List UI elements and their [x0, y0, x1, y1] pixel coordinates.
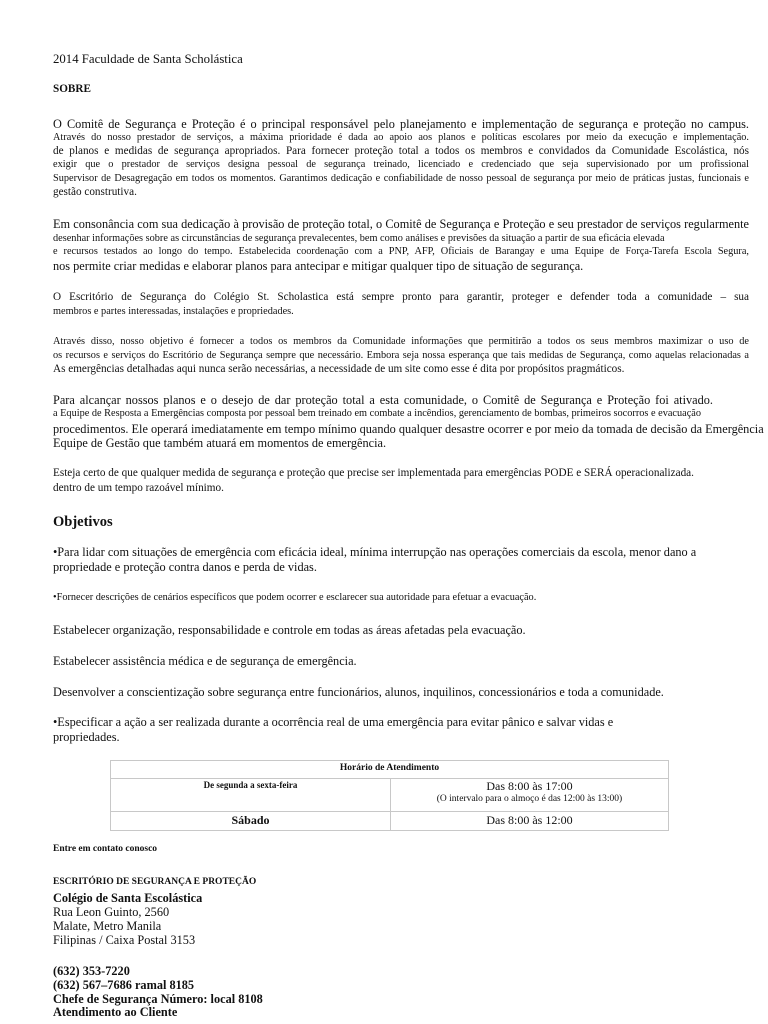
phone-number: (632) 567–7686 ramal 8185	[53, 978, 195, 992]
office-name: ESCRITÓRIO DE SEGURANÇA E PROTEÇÃO	[53, 877, 257, 887]
address-line: Rua Leon Guinto, 2560	[53, 905, 170, 919]
paragraph-line: exigir que o prestador de serviços designa pessoal de segurança treinado, licenciado e credenciado que seja supervisionado por um profissional	[53, 159, 749, 170]
college-name: Colégio de Santa Escolástica	[53, 891, 203, 905]
customer-service: Atendimento ao Cliente	[53, 1005, 178, 1019]
contact-heading: Entre em contato conosco	[53, 844, 158, 854]
address-line: Malate, Metro Manila	[53, 919, 162, 933]
paragraph-line: desenhar informações sobre as circunstâncias de segurança prevalecentes, bem como análises e previsões da situação a partir de sua eficácia elevada	[53, 233, 665, 244]
weekday-hours: Das 8:00 às 17:00	[486, 779, 573, 793]
objective-item: •Para lidar com situações de emergência com eficácia ideal, mínima interrupção nas operações comerciais da escola, menor dano a	[53, 545, 697, 559]
saturday-label: Sábado	[111, 812, 391, 831]
paragraph-line: Através do nosso prestador de serviços, a máxima prioridade é dada ao apoio aos planos e políticas escolares por meio da execução e implementação.	[53, 132, 749, 143]
paragraph-line: Através disso, nosso objetivo é fornecer a todos os membros da Comunidade informações que permitirão a todos os seus membros maximizar o uso de	[53, 336, 749, 347]
paragraph-line: a Equipe de Resposta a Emergências composta por pessoal bem treinado em combate a incêndios, gerenciamento de bombas, primeiros socorros e evacuação	[53, 408, 701, 419]
paragraph-line: os recursos e serviços do Escritório de Segurança sempre que necessário. Embora seja nossa esperança que tais medidas de Segurança, como aquelas relacionadas a	[53, 350, 749, 361]
paragraph-line: dentro de um tempo razoável mínimo.	[53, 482, 224, 494]
paragraph-line: Para alcançar nossos planos e o desejo de dar proteção total a esta comunidade, o Comitê de Segurança e Proteção foi ativado.	[53, 393, 713, 407]
objective-item: Estabelecer organização, responsabilidade e controle em todas as áreas afetadas pela evacuação.	[53, 623, 526, 637]
phone-number: (632) 353-7220	[53, 964, 130, 978]
address-line: Filipinas / Caixa Postal 3153	[53, 933, 196, 947]
weekday-hours-cell	[391, 779, 669, 812]
paragraph-line: de planos e medidas de segurança apropriados. Para fornecer proteção total a todos os membros e convidados da Comunidade Escolástica, nós	[53, 145, 749, 157]
paragraph-line: O Escritório de Segurança do Colégio St. Scholastica está sempre pronto para garantir, proteger e defender toda a comunidade – sua	[53, 291, 749, 303]
document-header: 2014 Faculdade de Santa Scholástica	[53, 52, 243, 66]
paragraph-line: membros e partes interessadas, instalações e propriedades.	[53, 306, 294, 317]
paragraph-line: e recursos testados ao longo do tempo. Estabelecida coordenação com a PNP, AFP, Oficiais de Barangay e uma Equipe de Força-Tarefa Escola Segura,	[53, 246, 749, 257]
lunch-break-note: (O intervalo para o almoço é das 12:00 às 13:00)	[436, 794, 623, 804]
security-chief-extension: Chefe de Segurança Número: local 8108	[53, 992, 263, 1006]
section-title-objetivos: Objetivos	[53, 514, 113, 530]
objective-item: •Fornecer descrições de cenários específicos que podem ocorrer e esclarecer sua autoridade para efetuar a evacuação.	[53, 592, 537, 603]
weekday-label: De segunda a sexta-feira	[111, 779, 391, 812]
paragraph-line: procedimentos. Ele operará imediatamente em tempo mínimo quando qualquer desastre ocorrer e por meio da tomada de decisão da Emergência	[53, 422, 764, 436]
paragraph-line: Esteja certo de que qualquer medida de segurança e proteção que precise ser implementada para emergências PODE e SERÁ operacionalizada.	[53, 467, 694, 479]
paragraph-line: Em consonância com sua dedicação à provisão de proteção total, o Comitê de Segurança e Proteção e seu prestador de serviços regularmente	[53, 217, 749, 231]
section-title-sobre: SOBRE	[53, 83, 91, 95]
objective-item: propriedades.	[53, 730, 120, 744]
paragraph-line: Equipe de Gestão que também atuará em momentos de emergência.	[53, 436, 387, 450]
objective-item: Estabelecer assistência médica e de segurança de emergência.	[53, 654, 357, 668]
saturday-hours: Das 8:00 às 12:00	[391, 812, 669, 831]
objective-item: Desenvolver a conscientização sobre segurança entre funcionários, alunos, inquilinos, concessionários e toda a comunidade.	[53, 685, 664, 699]
objective-item: •Especificar a ação a ser realizada durante a ocorrência real de uma emergência para evitar pânico e salvar vidas e	[53, 715, 614, 729]
objective-item: propriedade e proteção contra danos e perda de vidas.	[53, 560, 317, 574]
hours-table-title: Horário de Atendimento	[111, 761, 669, 779]
paragraph-line: gestão construtiva.	[53, 186, 137, 198]
paragraph-line: O Comitê de Segurança e Proteção é o principal responsável pelo planejamento e implementação de segurança e proteção no campus.	[53, 117, 749, 131]
hours-table	[110, 760, 669, 831]
paragraph-line: As emergências detalhadas aqui nunca serão necessárias, a necessidade de um site como esse é dita por propósitos pragmáticos.	[53, 363, 625, 375]
paragraph-line: nos permite criar medidas e elaborar planos para antecipar e mitigar qualquer tipo de situação de segurança.	[53, 259, 584, 273]
paragraph-line: Supervisor de Desagregação em todos os momentos. Garantimos dedicação e confiabilidade de nosso pessoal de segurança por meio de práticas justas, funcionais e	[53, 173, 749, 184]
